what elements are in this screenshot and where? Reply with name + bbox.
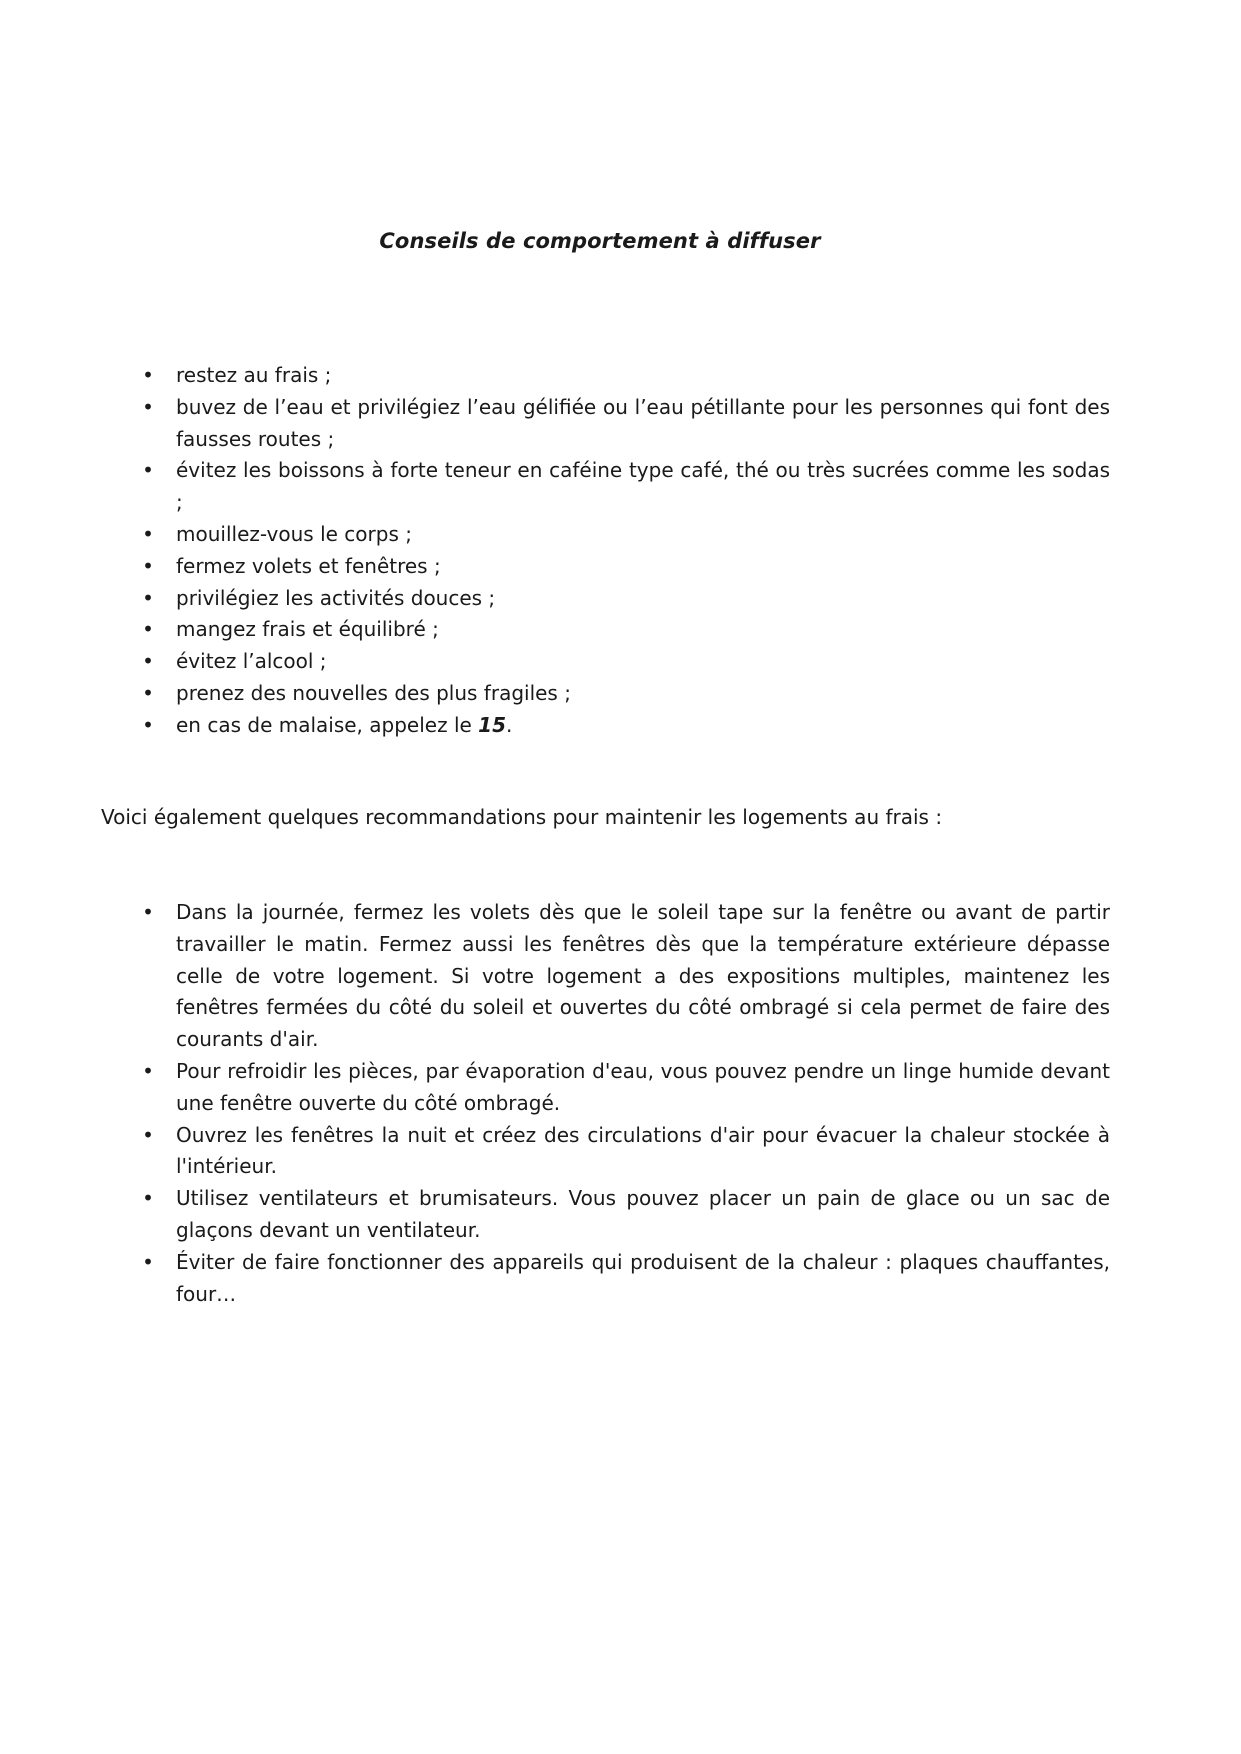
bullet-icon: •: [142, 394, 154, 419]
list-item: [142, 614, 1110, 646]
list-item-text: mangez frais et équilibré ;: [176, 617, 439, 642]
emergency-prefix: en cas de malaise, appelez le: [176, 712, 479, 737]
bullet-icon: •: [142, 712, 154, 737]
list-item: [142, 897, 1110, 1056]
bullet-icon: •: [142, 900, 154, 924]
list-item: [142, 678, 1110, 710]
list-item-text: Ouvrez les fenêtres la nuit et créez des circulations d'air pour évacuer la chaleur stockée à l'intérieur.: [176, 1122, 1110, 1179]
list-item: [142, 1247, 1110, 1311]
list-item-text: Utilisez ventilateurs et brumisateurs. Vous pouvez placer un pain de glace ou un sac de glaçons devant un ventilateur.: [176, 1186, 1110, 1242]
bullet-icon: •: [142, 1249, 154, 1274]
bullet-icon: •: [142, 585, 154, 610]
list-item: [142, 551, 1110, 583]
list-item-text: évitez l’alcool ;: [176, 649, 327, 674]
conseils-list: [142, 360, 1110, 742]
list-item: [142, 583, 1110, 615]
bullet-icon: •: [142, 553, 154, 578]
list-item: [142, 1183, 1110, 1247]
list-item-text: privilégiez les activités douces ;: [176, 585, 496, 610]
list-item: [142, 392, 1110, 456]
bullet-icon: •: [142, 680, 154, 705]
list-item: [142, 1056, 1110, 1120]
list-item-text: évitez les boissons à forte teneur en caféine type café, thé ou très sucrées comme les sodas ;: [176, 458, 1110, 515]
bullet-icon: •: [142, 617, 154, 642]
page-title: Conseils de comportement à diffuser: [379, 229, 821, 253]
bullet-icon: •: [142, 363, 154, 387]
intro-paragraph: Voici également quelques recommandations pour maintenir les logements au frais :: [101, 805, 943, 829]
recommandations-list: [142, 897, 1110, 1310]
bullet-icon: •: [142, 458, 154, 483]
emergency-suffix: .: [506, 712, 513, 737]
list-item-text: Éviter de faire fonctionner des appareils qui produisent de la chaleur : plaques chauffantes, four…: [176, 1249, 1110, 1306]
list-item-text: buvez de l’eau et privilégiez l’eau gélifiée ou l’eau pétillante pour les personnes qui font des fausses routes ;: [176, 394, 1110, 451]
list-item-text: Pour refroidir les pièces, par évaporation d'eau, vous pouvez pendre un linge humide devant une fenêtre ouverte du côté ombragé.: [176, 1058, 1110, 1115]
list-item-text: prenez des nouvelles des plus fragiles ;: [176, 680, 571, 705]
list-item: [142, 360, 1110, 392]
list-item-text: mouillez-vous le corps ;: [176, 521, 412, 546]
list-item-text: restez au frais ;: [176, 363, 332, 387]
bullet-icon: •: [142, 649, 154, 674]
list-item: [142, 1120, 1110, 1184]
bullet-icon: •: [142, 1186, 154, 1211]
list-item: [142, 646, 1110, 678]
list-item: [142, 455, 1110, 519]
list-item-emergency: [142, 710, 1110, 742]
bullet-icon: •: [142, 1058, 154, 1083]
bullet-icon: •: [142, 521, 154, 546]
list-item-text: Dans la journée, fermez les volets dès que le soleil tape sur la fenêtre ou avant de partir travailler le matin. Fermez aussi les fenêtres dès que la température extérieure dépasse celle de votre logement. Si votre logement a des expositions multiples, maintenez les fenêtres fermées du côté du soleil et ouvertes du côté ombragé si cela permet de faire des courants d'air.: [176, 900, 1110, 1052]
bullet-icon: •: [142, 1122, 154, 1147]
list-item: [142, 519, 1110, 551]
emergency-number: 15: [478, 712, 507, 737]
list-item-text: fermez volets et fenêtres ;: [176, 553, 441, 578]
